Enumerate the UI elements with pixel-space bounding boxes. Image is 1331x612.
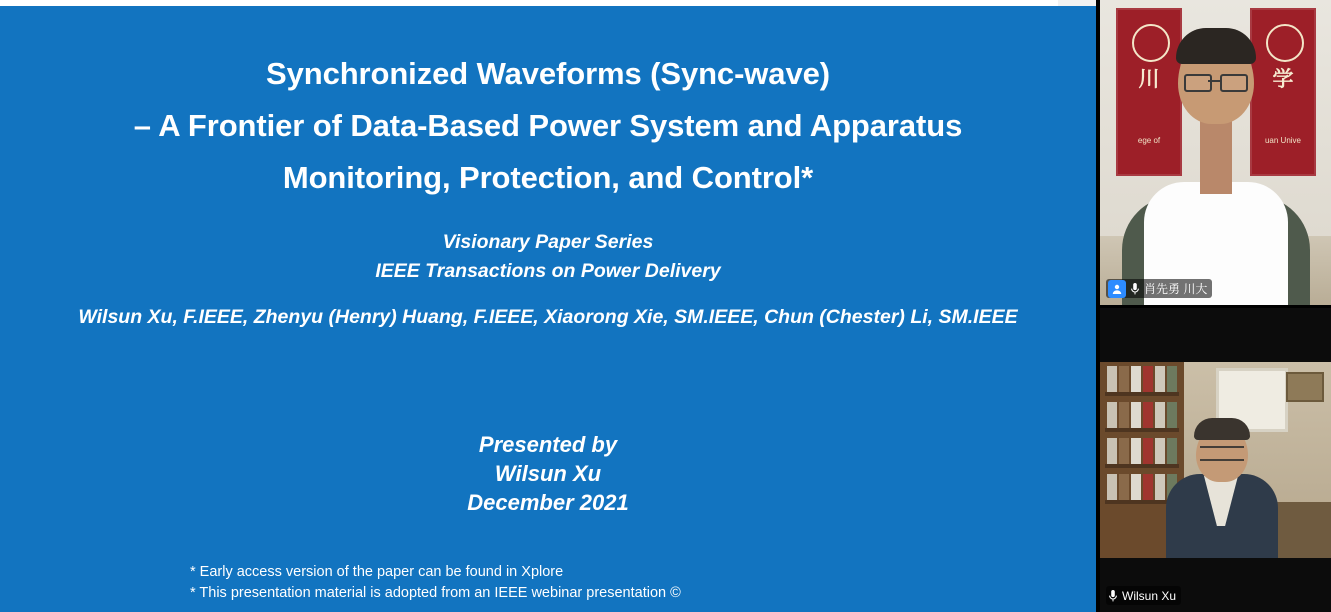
participant-2-name-plate: [1106, 586, 1181, 605]
slide-title: [18, 48, 1078, 204]
participant-1-glasses-left: [1184, 74, 1212, 92]
presented-by-label: Presented by: [478, 432, 618, 457]
banner-right-text: 学: [1272, 68, 1294, 91]
participant-1-name-plate: [1106, 279, 1212, 298]
participant-1-neck: [1200, 118, 1232, 194]
participant-2-video: [1100, 308, 1331, 612]
participant-1-glasses-bridge: [1208, 80, 1220, 82]
participant-2-hair: [1194, 418, 1250, 440]
banner-left-icon: [1116, 8, 1182, 176]
series-line-2: IEEE Transactions on Power Delivery: [375, 260, 721, 283]
banner-right-seal-icon: [1266, 24, 1304, 62]
slide-title-line-2: – A Frontier of Data-Based Power System and Apparatus: [133, 108, 963, 144]
participant-tile-1[interactable]: [1100, 0, 1331, 305]
participant-1-name: 肖先勇 川大: [1144, 282, 1208, 296]
shared-screen-slide[interactable]: [0, 6, 1096, 612]
wall-picture-icon: [1286, 372, 1324, 402]
banner-right-icon: [1250, 8, 1316, 176]
slide-title-line-3: Monitoring, Protection, and Control*: [282, 160, 814, 196]
participant-tile-2[interactable]: [1100, 308, 1331, 612]
footnote-2: * This presentation material is adopted from an IEEE webinar presentation ©: [190, 584, 681, 601]
slide-title-line-1: Synchronized Waveforms (Sync-wave): [266, 56, 830, 91]
participant-1-glasses-right: [1220, 74, 1248, 92]
participant-2-glasses: [1200, 446, 1244, 461]
banner-left-seal-icon: [1132, 24, 1170, 62]
participant-1-hair: [1176, 28, 1256, 64]
presenter-name: Wilsun Xu: [494, 461, 602, 487]
slide-presenter: [0, 430, 1096, 517]
slide-authors: Wilsun Xu, F.IEEE, Zhenyu (Henry) Huang, F.IEEE, Xiaorong Xie, SM.IEEE, Chun (Chester) Li, SM.IEEE: [78, 306, 1018, 328]
presentation-date: December 2021: [467, 490, 629, 516]
participant-filmstrip: [1100, 0, 1331, 612]
footnote-1: * Early access version of the paper can be found in Xplore: [190, 564, 564, 580]
person-icon: [1108, 280, 1126, 298]
banner-left-text: 川: [1138, 68, 1160, 91]
banner-right-subtext: uan Unive: [1264, 136, 1302, 145]
slide-footnotes: [190, 562, 681, 603]
microphone-icon: [1108, 589, 1118, 603]
banner-left-subtext: ege of: [1137, 136, 1161, 145]
participant-1-video: [1100, 0, 1331, 305]
series-line-1: Visionary Paper Series: [442, 231, 654, 253]
participant-2-name: Wilsun Xu: [1122, 588, 1177, 603]
slide-series: [0, 228, 1096, 287]
microphone-icon: [1130, 282, 1140, 296]
